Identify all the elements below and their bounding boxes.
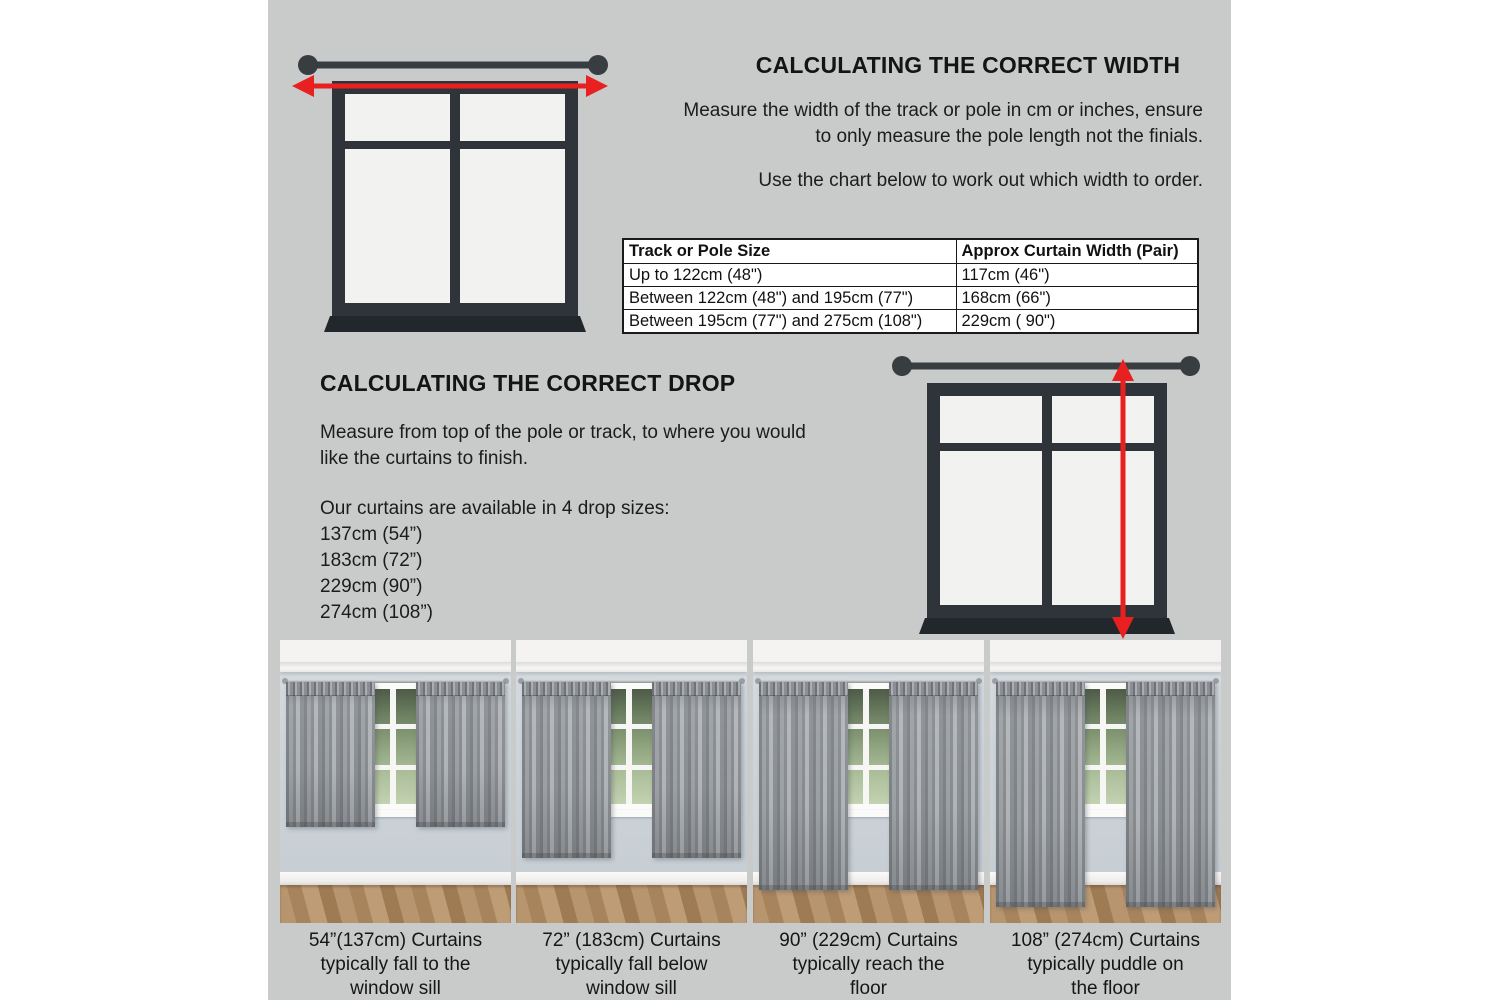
curtain-width-table <box>622 238 1199 334</box>
window-drop-diagram <box>890 353 1210 643</box>
caption-line: 72” (183cm) Curtains <box>542 930 721 951</box>
drop-section-title: CALCULATING THE CORRECT DROP <box>320 370 736 396</box>
window-mullion <box>626 689 632 804</box>
window-width-diagram <box>290 48 610 338</box>
crown-molding <box>753 662 984 672</box>
width-para-line1: Measure the width of the track or pole in cm or inches, ensure <box>683 100 1203 121</box>
curtain-pole-icon <box>298 55 608 75</box>
curtain-panel-right <box>652 682 741 858</box>
width-para-line2: to only measure the pole length not the finials. <box>815 126 1203 147</box>
curtain-panel-left <box>522 682 611 858</box>
drop-para-line1: Measure from top of the pole or track, to where you would <box>320 422 806 443</box>
caption-line: typically fall to the <box>320 954 471 975</box>
ceiling <box>516 640 747 662</box>
crown-molding <box>280 662 511 672</box>
example-caption-90 <box>753 929 984 1000</box>
curtain-example-photo-90 <box>753 640 984 923</box>
drop-size-option: 137cm (54”) <box>320 524 423 545</box>
curtain-width-cell: 229cm ( 90") <box>956 310 1198 334</box>
drop-size-option: 229cm (90”) <box>320 576 423 597</box>
caption-line: typically fall below <box>555 954 708 975</box>
window-mullion <box>1100 689 1106 804</box>
paragraph-gap <box>598 150 1203 168</box>
table-header-curtain-width: Approx Curtain Width (Pair) <box>956 239 1198 264</box>
crown-molding <box>516 662 747 672</box>
curtain-panel-right <box>1126 682 1215 907</box>
curtain-panel-right <box>889 682 978 890</box>
curtain-width-cell: 117cm (46") <box>956 264 1198 287</box>
caption-line: 54”(137cm) Curtains <box>308 930 483 951</box>
paragraph-gap <box>320 472 806 496</box>
curtain-example-photo-108 <box>990 640 1221 923</box>
wood-floor <box>280 885 511 923</box>
skirting-board <box>280 872 511 885</box>
example-caption-54 <box>280 929 511 1000</box>
pole-size-cell: Up to 122cm (48") <box>623 264 956 287</box>
table-header-row <box>623 239 1198 264</box>
curtain-width-cell: 168cm (66") <box>956 287 1198 310</box>
example-caption-72 <box>516 929 747 1000</box>
example-caption-108 <box>990 929 1221 1000</box>
window-sill <box>324 316 586 332</box>
ceiling <box>990 640 1221 662</box>
skirting-board <box>516 872 747 885</box>
drop-size-option: 274cm (108”) <box>320 602 433 623</box>
crown-molding <box>990 662 1221 672</box>
caption-line: the floor <box>1071 978 1140 999</box>
caption-line: 90” (229cm) Curtains <box>779 930 958 951</box>
caption-line: window sill <box>350 978 441 999</box>
width-para-chart-note: Use the chart below to work out which width to order. <box>758 170 1203 191</box>
pole-size-cell: Between 122cm (48") and 195cm (77") <box>623 287 956 310</box>
caption-line: typically reach the <box>792 954 945 975</box>
curtain-panel-left <box>996 682 1085 907</box>
table-row <box>623 287 1198 310</box>
width-section-title: CALCULATING THE CORRECT WIDTH <box>755 52 1181 78</box>
curtain-pole-icon <box>892 356 1200 376</box>
caption-line: typically puddle on <box>1027 954 1184 975</box>
caption-line: floor <box>850 978 887 999</box>
curtain-panel-left <box>286 682 375 827</box>
window-mullion <box>863 689 869 804</box>
window-sill <box>919 618 1175 634</box>
curtain-panel-left <box>759 682 848 890</box>
table-row <box>623 310 1198 334</box>
drop-section-paragraph <box>320 420 806 626</box>
caption-line: 108” (274cm) Curtains <box>1010 930 1201 951</box>
content-area <box>268 0 1231 1000</box>
table-header-pole-size: Track or Pole Size <box>623 239 956 264</box>
table-row <box>623 264 1198 287</box>
drop-size-option: 183cm (72”) <box>320 550 423 571</box>
caption-line: window sill <box>586 978 677 999</box>
pole-size-cell: Between 195cm (77") and 275cm (108") <box>623 310 956 334</box>
window-icon <box>324 81 586 332</box>
ceiling <box>753 640 984 662</box>
wood-floor <box>516 885 747 923</box>
drop-sizes-intro: Our curtains are available in 4 drop sizes: <box>320 498 670 519</box>
curtain-example-photo-72 <box>516 640 747 923</box>
curtain-example-photo-54 <box>280 640 511 923</box>
curtain-panel-right <box>416 682 505 827</box>
width-section-paragraph <box>598 98 1203 194</box>
ceiling <box>280 640 511 662</box>
window-mullion <box>390 689 396 804</box>
drop-para-line2: like the curtains to finish. <box>320 448 529 469</box>
wood-floor <box>753 885 984 923</box>
window-icon <box>919 383 1175 634</box>
